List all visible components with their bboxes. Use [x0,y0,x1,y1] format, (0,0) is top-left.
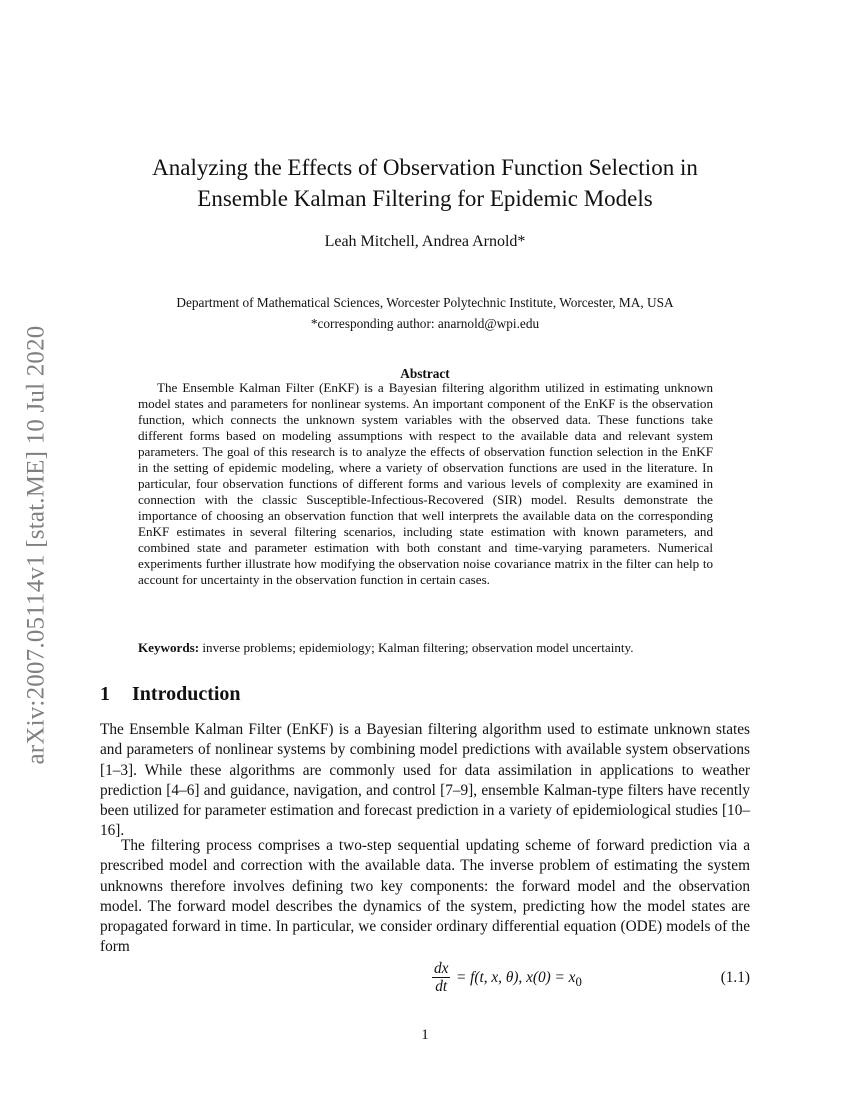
section-heading [100,683,241,706]
arxiv-id-text: arXiv:2007.05114v1 [stat.ME] 10 Jul 2020 [22,325,50,765]
corresponding-author: *corresponding author: anarnold@wpi.edu [310,316,540,331]
equation-1-1 [100,958,750,998]
abstract-text: The Ensemble Kalman Filter (EnKF) is a Bayesian filtering algorithm utilized in estimating unknown model states and parameters for nonlinear systems. An important component of the EnKF is the observation function, which connects the unknown system variables with the observed data. These functions take different forms based on modeling assumptions with respect to the available data and relevant system parameters. The goal of this research is to analyze the effects of observation function selection in the EnKF in the setting of epidemic modeling, where a variety of observation functions are used in the literature. In particular, four observation functions of different forms and various levels of complexity are examined in connection with the classic Susceptible-Infectious-Recovered (SIR) model. Results demonstrate the importance of choosing an observation function that well interprets the available data on the corresponding EnKF estimates in several filtering scenarios, including state estimation with known parameters, and combined state and parameter estimation with both constant and time-varying parameters. Numerical experiments further illustrate how modifying the observation noise covariance matrix in the filter can help to account for uncertainty in the observation function in certain cases. [138,380,713,587]
authors: Leah Mitchell, Andrea Arnold* [324,233,526,250]
fraction-numerator: dx [434,960,449,977]
intro-paragraph-2: The filtering process comprises a two-step sequential updating scheme of forward prediction via a prescribed model and correction with the available data. The inverse problem of estimating the system unknowns therefore involves defining two key components: the forward model and the observation model. The forward model describes the dynamics of the system, predicting how the model states are propagated forward in time. In particular, we consider ordinary differential equation (ODE) models of the form [100,837,750,956]
abstract-heading: Abstract [400,366,450,381]
intro-paragraph-1: The Ensemble Kalman Filter (EnKF) is a Bayesian filtering algorithm used to estimate unknown states and parameters of nonlinear systems by combining model predictions with available system observations [1–3]. While these algorithms are commonly used for data assimilation in applications to weather prediction [4–6] and guidance, navigation, and control [7–9], ensemble Kalman-type filters have recently been utilized for parameter estimation and forecast prediction in a variety of epidemiological studies [10–16]. [100,721,750,840]
fraction-denominator: dt [435,978,448,995]
paper-title [100,152,750,214]
title-line-1: Analyzing the Effects of Observation Function Selection in [152,155,698,180]
affiliation: Department of Mathematical Sciences, Worcester Polytechnic Institute, Worcester, MA, USA [176,295,674,310]
section-title: Introduction [132,683,241,705]
title-line-2: Ensemble Kalman Filtering for Epidemic Models [197,186,653,211]
equation-rhs-text: = f(t, x, θ), x(0) = x [456,969,576,986]
keywords-text: inverse problems; epidemiology; Kalman filtering; observation model uncertainty. [202,640,634,655]
section-number: 1 [100,683,110,705]
affiliation-block [100,292,750,334]
arxiv-watermark [18,295,54,795]
keywords-label: Keywords: [138,640,200,655]
derivative-fraction [432,960,450,995]
keywords [138,640,713,656]
page-number: 1 [421,1027,429,1043]
equation-number: (1.1) [720,969,750,986]
equation-rhs [456,969,582,990]
equation-subscript: 0 [575,975,582,990]
